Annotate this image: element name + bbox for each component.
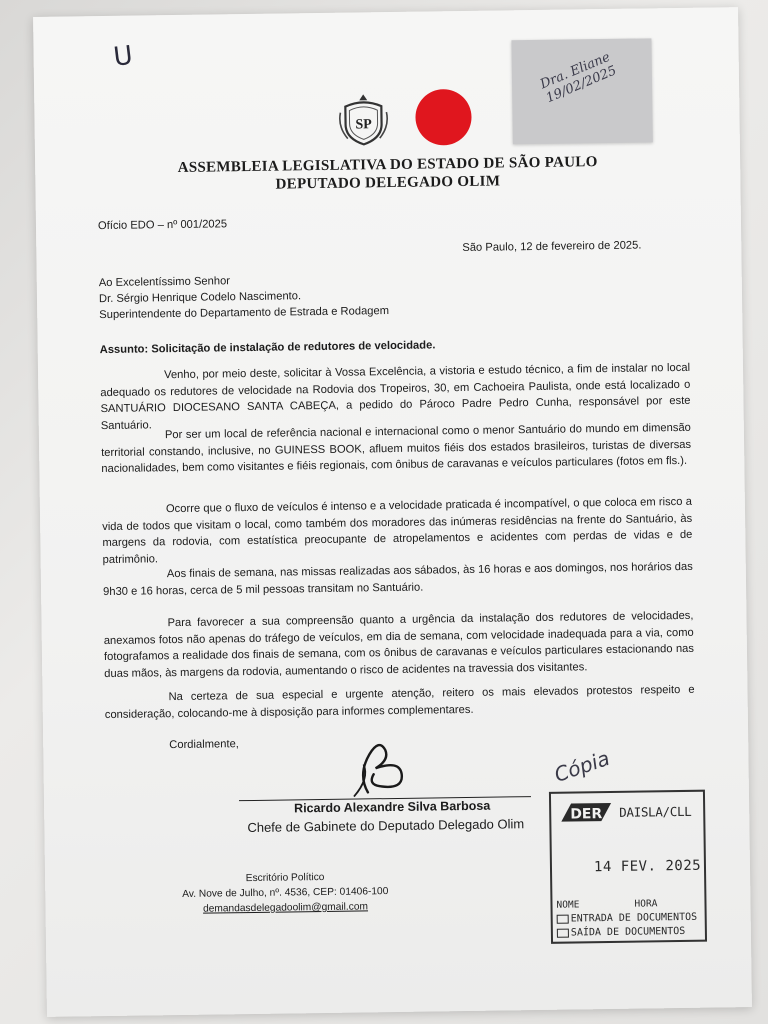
subject-line: Assunto: Solicitação de instalação de redutores de velocidade. [99, 339, 436, 357]
checkbox-icon [557, 928, 569, 937]
closing: Cordialmente, [169, 738, 239, 752]
email-link[interactable]: demandasdelegadoolim@gmail.com [202, 901, 369, 915]
body-paragraph: Na certeza de sua especial e urgente atenção, reitero os mais elevados protestos respeito e consideração, colocando-me à disposição para informes complementares. [104, 683, 695, 721]
seal-initials: SP [355, 117, 372, 133]
org-title: ASSEMBLEIA LEGISLATIVA DO ESTADO DE SÃO PAULO [177, 154, 598, 176]
document-page [33, 7, 752, 1017]
handwritten-copy-note: Cópia [551, 745, 613, 787]
stamp-logo-text: DER [570, 806, 603, 823]
sticky-note-text: Dra. Eliane 19/02/2025 [538, 49, 619, 107]
stamp-org: DAISLA/CLL [619, 803, 692, 820]
signer-name: Ricardo Alexandre Silva Barbosa [294, 798, 491, 816]
body-paragraph: Ocorre que o fluxo de veículos é intenso e a velocidade praticada é incompatível, o que coloca em risco a vida de todos que visitam o local, como também dos moradores das inúmeras residências na frente do Santuário, às margens da rodovia, com estatística preocupante de atropelamentos e acidentes com perdas de vidas e de patrimônio. [102, 495, 693, 566]
footer-office: Escritório Político [245, 871, 325, 885]
recipient-line: Dr. Sérgio Henrique Codelo Nascimento. [98, 290, 302, 306]
recipient-line: Ao Excelentíssimo Senhor [98, 275, 231, 290]
sao-paulo-seal-icon [337, 92, 390, 147]
der-logo-icon [559, 799, 613, 826]
reference-number: Ofício EDO – nº 001/2025 [97, 218, 228, 233]
stamp-labels [556, 898, 700, 911]
checkbox-icon [557, 914, 569, 923]
place-date: São Paulo, 12 de fevereiro de 2025. [462, 239, 642, 254]
stamp-label-time: HORA [634, 898, 658, 910]
stamp-entry-row: ENTRADA DE DOCUMENTOS [557, 912, 698, 925]
stamp-exit-row: SAÍDA DE DOCUMENTOS [557, 926, 686, 939]
recipient-line: Superintendente do Departamento de Estrada e Rodagem [99, 305, 390, 322]
body-paragraph: Para favorecer a sua compreensão quanto a urgência da instalação dos redutores de velocidades, anexamos fotos não apenas do tráfego de veículos, em dia de semana, com velocidade inadequada para a via, como fotografamos a realidade dos finais de semana, com os ônibus de caravanas e veículos particulares estacionando nas duas mãos, às margens da rodovia, aumentando o risco de acidentes na travessia dos visitantes. [103, 609, 695, 680]
body-paragraph: Por ser um local de referência nacional e internacional como o menor Santuário do mundo em dimensão territorial constando, inclusive, no GUINESS BOOK, afluem muitos fiéis dos estados brasileiros, turistas de diversas nacionalidades, bem como visitantes e fiéis regionais, com ônibus de caravanas e veículos particulares (fotos em fls.). [101, 421, 692, 476]
receipt-stamp [549, 790, 707, 944]
red-circle-mark [415, 89, 472, 146]
org-subtitle: DEPUTADO DELEGADO OLIM [275, 173, 501, 193]
stamp-label-name: NOME [556, 899, 580, 911]
stamp-date: 14 FEV. 2025 [593, 857, 702, 876]
handwritten-corner-mark: U [111, 40, 135, 73]
body-paragraph: Venho, por meio deste, solicitar à Vossa Excelência, a vistoria e estudo técnico, a fim de instalar no local adequado os redutores de velocidade na Rodovia dos Tropeiros, 30, em Cachoeira Paulista, onde está localizado o SANTUÁRIO DIOCESANO SANTA CABEÇA, a pedido do Pároco Padre Pedro Cunha, responsável por este Santuário. [100, 361, 691, 432]
body-paragraph: Aos finais de semana, nas missas realizadas aos sábados, às 16 horas e aos domingos, nos horários das 9h30 e 16 horas, cerca de 5 mil pessoas transitam no Santuário. [103, 560, 693, 598]
footer-address: Av. Nove de Julho, nº. 4536, CEP: 01406-100 [182, 886, 389, 900]
sticky-note [511, 38, 652, 144]
handwritten-signature [349, 734, 430, 799]
signer-role: Chefe de Gabinete do Deputado Delegado Olim [247, 816, 525, 836]
